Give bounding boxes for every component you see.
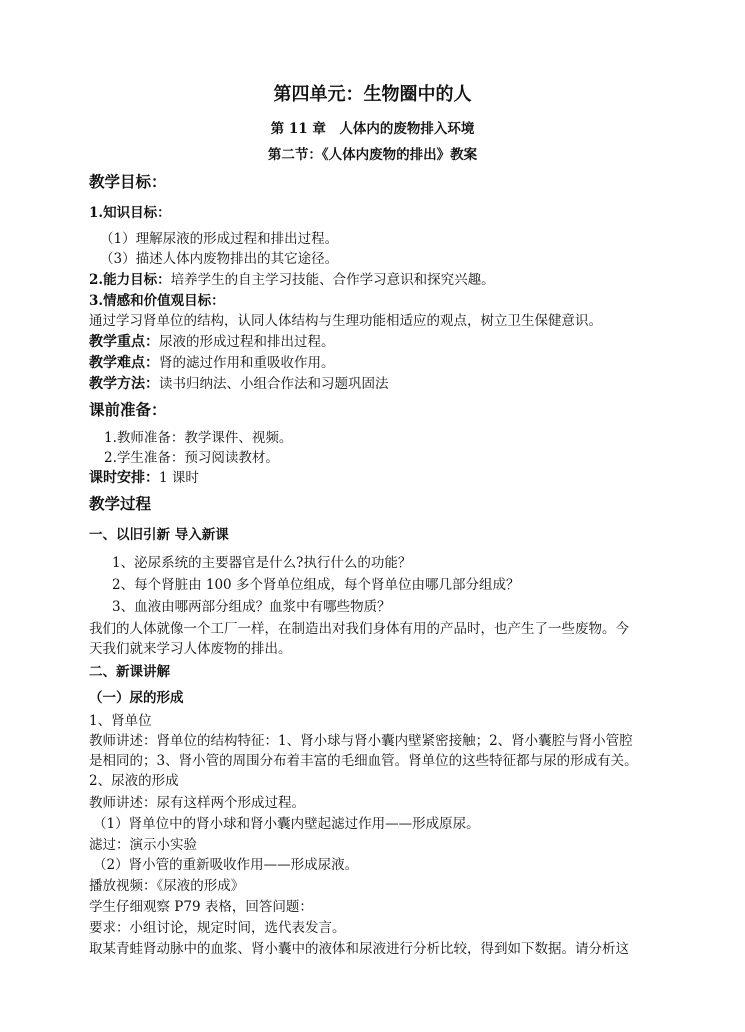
ability-text: 培养学生的自主学习技能、合作学习意识和探究兴趣。 (170, 272, 495, 288)
time-label: 课时安排： (89, 470, 159, 486)
urine-formation-text: 教师讲述：尿有这样两个形成过程。 (89, 795, 305, 811)
ability-goal (89, 270, 495, 290)
prep-item-1: 1.教师准备：教学课件、视频。 (104, 430, 293, 446)
process-heading: 教学过程 (89, 494, 152, 513)
key-text: 尿液的形成过程和排出过程。 (159, 334, 335, 350)
nephron-text-1: 教师讲述：肾单位的结构特征：1、肾小球与肾小囊内壁紧密接触；2、肾小囊腔与肾小管腔 (89, 733, 633, 749)
part1-heading: 一、以旧引新 导入新课 (89, 527, 229, 543)
filter-note: 滤过：演示小实验 (89, 837, 197, 853)
difficult-point (89, 353, 335, 373)
knowledge-label: 1.知识目标： (89, 205, 171, 221)
section-title: 第二节：《人体内废物的排出》教案 (267, 147, 478, 163)
key-label: 教学重点： (89, 334, 159, 350)
nephron-heading: 1、肾单位 (89, 713, 152, 729)
emotion-text: 通过学习肾单位的结构，认同人体结构与生理功能相适应的观点，树立卫生保健意识。 (89, 313, 602, 329)
method-text: 读书归纳法、小组合作法和习题巩固法 (159, 376, 389, 392)
knowledge-item-3: （3）描述人体内废物排出的其它途径。 (100, 251, 339, 267)
question-2: 2、每个肾脏由 100 多个肾单位组成，每个肾单位由哪几部分组成？ (112, 577, 520, 593)
video-note: 播放视频：《尿液的形成》 (89, 878, 245, 894)
unit-title: 第四单元：生物圈中的人 (273, 84, 472, 105)
difficult-label: 教学难点： (89, 355, 159, 371)
emotion-label: 3.情感和价值观目标： (89, 293, 225, 309)
analysis-text: 取某青蛙肾动脉中的血浆、肾小囊中的液体和尿液进行分析比较，得到如下数据。请分析这 (89, 941, 629, 957)
goals-heading: 教学目标： (89, 172, 167, 191)
time-text: 1 课时 (159, 470, 199, 486)
prep-item-2: 2.学生准备：预习阅读教材。 (104, 450, 279, 466)
observe-note: 学生仔细观察 P79 表格，回答问题： (89, 899, 313, 915)
ability-label: 2.能力目标： (89, 272, 171, 288)
key-point (89, 332, 335, 352)
teaching-method (89, 374, 389, 394)
process-1: （1）肾单位中的肾小球和肾小囊内壁起滤过作用——形成原尿。 (93, 816, 480, 832)
intro-line-1: 我们的人体就像一个工厂一样，在制造出对我们身体有用的产品时，也产生了一些废物。今 (89, 621, 629, 637)
question-3: 3、血液由哪两部分组成？血浆中有哪些物质？ (112, 599, 391, 615)
chapter-title: 第 11 章 人体内的废物排入环境 (270, 121, 475, 137)
question-1: 1、泌尿系统的主要器官是什么?执行什么的功能？ (112, 555, 412, 571)
part2-heading: 二、新课讲解 (89, 664, 170, 680)
difficult-text: 肾的滤过作用和重吸收作用。 (159, 355, 335, 371)
prep-heading: 课前准备： (89, 400, 167, 419)
knowledge-item-1: （1）理解尿液的形成过程和排出过程。 (100, 231, 339, 247)
time-arrangement (89, 468, 199, 488)
method-label: 教学方法： (89, 376, 159, 392)
process-2: （2）肾小管的重新吸收作用——形成尿液。 (93, 857, 359, 873)
sub1-heading: （一）尿的形成 (89, 690, 184, 706)
intro-line-2: 天我们就来学习人体废物的排出。 (89, 641, 292, 657)
nephron-text-2: 是相同的；3、肾小管的周围分布着丰富的毛细血管。肾单位的这些特征都与尿的形成有关。 (89, 753, 638, 769)
urine-formation-heading: 2、尿液的形成 (89, 773, 179, 789)
requirement-note: 要求：小组讨论，规定时间，选代表发言。 (89, 920, 346, 936)
